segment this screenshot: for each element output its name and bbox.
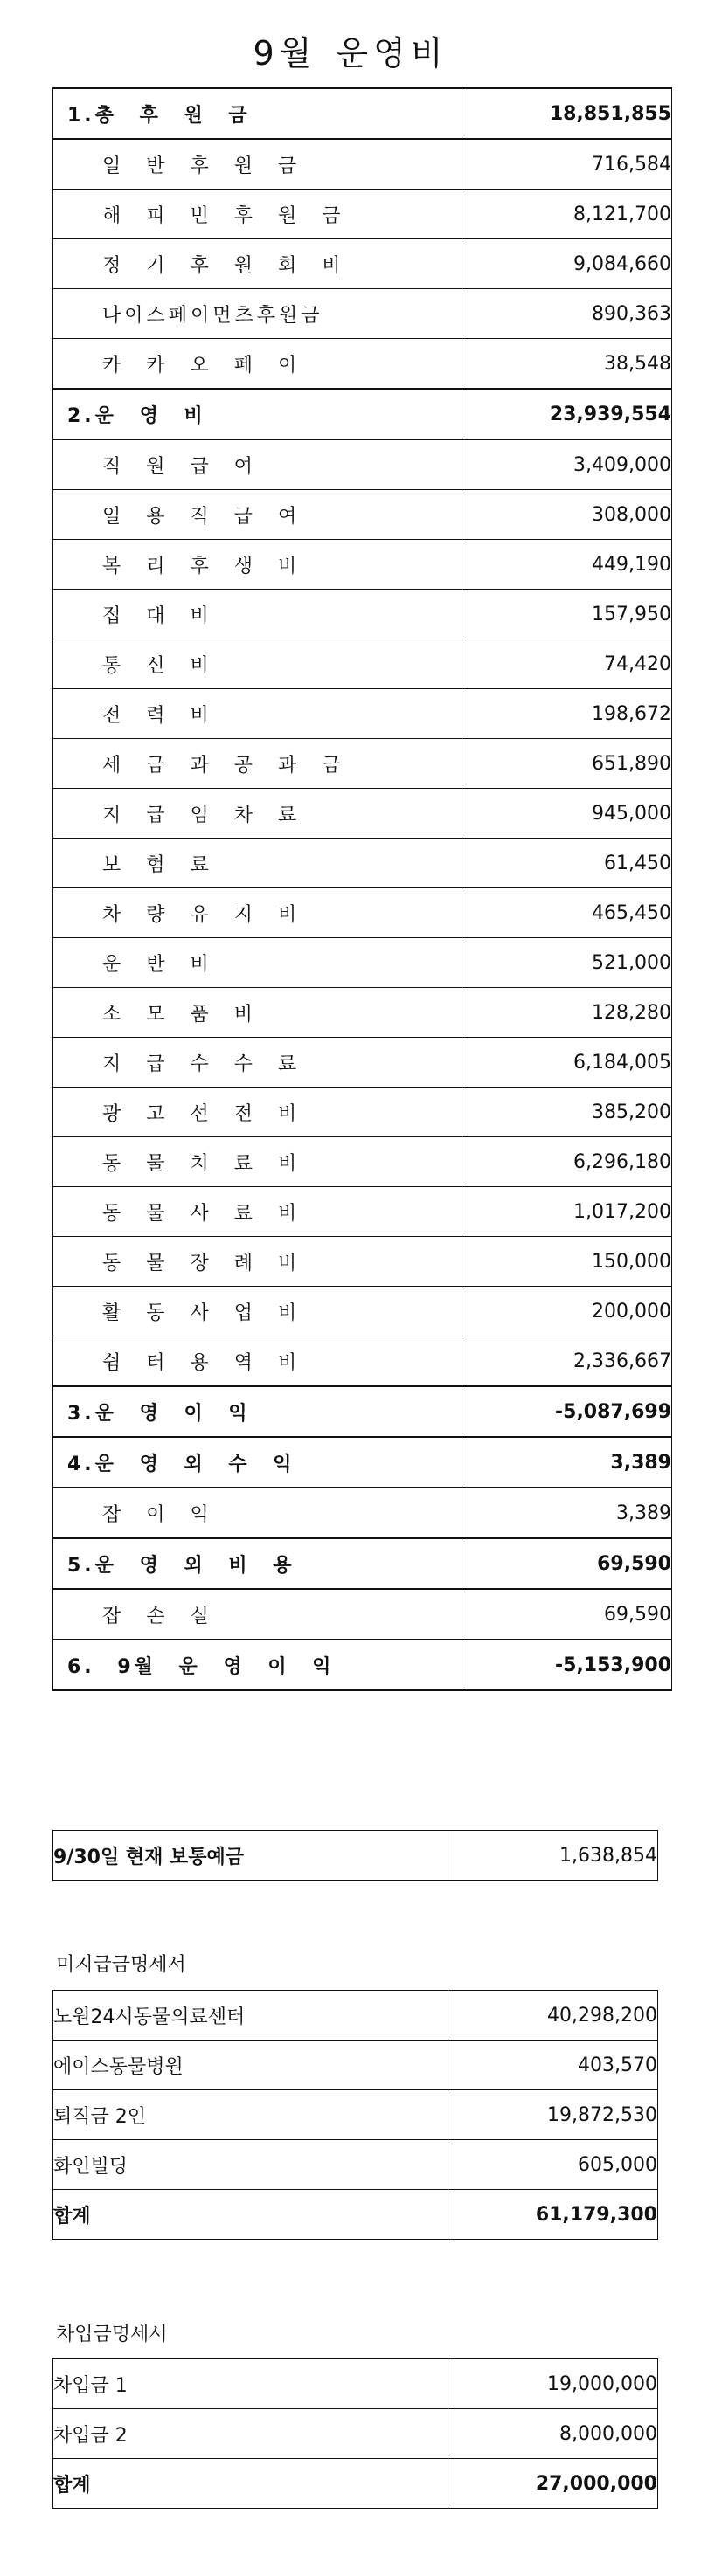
row-label: 잡 이 익 [53,1488,462,1538]
row-label: 일 용 직 급 여 [53,490,462,540]
row-value: 74,420 [462,639,672,689]
row-value: 2,336,667 [462,1336,672,1387]
row-label: 정 기 후 원 회 비 [53,239,462,289]
item-row [53,988,672,1038]
row-value: 385,200 [462,1088,672,1137]
row-value: -5,087,699 [462,1386,672,1437]
row-value: 61,450 [462,839,672,888]
row-value: 23,939,554 [462,389,672,439]
row-value: 890,363 [462,289,672,339]
row-value: 3,409,000 [462,439,672,490]
row-value: 651,890 [462,739,672,789]
item-row [53,689,672,739]
item-value: 403,570 [448,2041,658,2090]
row-value: 18,851,855 [462,88,672,139]
item-row [53,789,672,839]
item-row [53,439,672,490]
section-row [53,1437,672,1488]
item-row [53,490,672,540]
row-label: 동 물 치 료 비 [53,1137,462,1187]
row-value: 1,017,200 [462,1187,672,1237]
item-row [53,1336,672,1387]
row-label: 운 반 비 [53,938,462,988]
row-label: 카 카 오 페 이 [53,339,462,390]
item-row [53,1589,672,1640]
item-value: 19,872,530 [448,2090,658,2140]
row-value: 521,000 [462,938,672,988]
item-label: 에이스동물병원 [53,2041,448,2090]
row-label: 지 급 임 차 료 [53,789,462,839]
row-label: 일 반 후 원 금 [53,139,462,190]
row-value: 69,590 [462,1589,672,1640]
item-row [53,339,672,390]
deposit-row [53,1831,658,1881]
row-value: 449,190 [462,540,672,590]
row-label: 전 력 비 [53,689,462,739]
total-row [53,2459,658,2509]
list-item [53,1991,658,2041]
row-label: 잡 손 실 [53,1589,462,1640]
row-label: 지 급 수 수 료 [53,1038,462,1088]
row-label: 4.운 영 외 수 익 [53,1437,462,1488]
list-item [53,2140,658,2190]
total-label: 합계 [53,2459,448,2509]
item-value: 8,000,000 [448,2409,658,2459]
section-row [53,1640,672,1690]
section-row [53,88,672,139]
item-label: 차입금 2 [53,2409,448,2459]
section-row [53,1386,672,1437]
row-label: 접 대 비 [53,590,462,639]
section-row [53,389,672,439]
item-value: 605,000 [448,2140,658,2190]
row-label: 해 피 빈 후 원 금 [53,190,462,239]
item-value: 40,298,200 [448,1991,658,2041]
loans-heading: 차입금명세서 [56,2324,168,2345]
total-value: 27,000,000 [448,2459,658,2509]
row-label: 차 량 유 지 비 [53,888,462,938]
item-row [53,639,672,689]
total-label: 합계 [53,2190,448,2240]
row-value: 6,296,180 [462,1137,672,1187]
item-row [53,139,672,190]
total-row [53,2190,658,2240]
section-row [53,1538,672,1589]
row-label: 광 고 선 전 비 [53,1088,462,1137]
row-label: 3.운 영 이 익 [53,1386,462,1437]
item-row [53,1137,672,1187]
row-value: 945,000 [462,789,672,839]
loans-table [52,2358,658,2509]
row-label: 보 험 료 [53,839,462,888]
row-value: 465,450 [462,888,672,938]
row-value: 308,000 [462,490,672,540]
row-value: 716,584 [462,139,672,190]
row-value: 8,121,700 [462,190,672,239]
list-item [53,2041,658,2090]
row-value: 3,389 [462,1488,672,1538]
item-row [53,1088,672,1137]
item-row [53,1187,672,1237]
row-label: 나이스페이먼츠후원금 [53,289,462,339]
deposit-table [52,1830,658,1881]
row-value: 198,672 [462,689,672,739]
item-label: 노원24시동물의료센터 [53,1991,448,2041]
row-label: 동 물 장 례 비 [53,1237,462,1287]
row-value: 157,950 [462,590,672,639]
list-item [53,2409,658,2459]
operating-cost-table [52,87,672,1691]
list-item [53,2090,658,2140]
row-value: 69,590 [462,1538,672,1589]
item-value: 19,000,000 [448,2359,658,2409]
page-title: 9월 운영비 [253,34,448,73]
row-value: 150,000 [462,1237,672,1287]
item-label: 차입금 1 [53,2359,448,2409]
total-value: 61,179,300 [448,2190,658,2240]
row-value: 38,548 [462,339,672,390]
row-value: 200,000 [462,1287,672,1336]
row-value: 128,280 [462,988,672,1038]
item-row [53,1237,672,1287]
unpaid-table [52,1990,658,2240]
item-row [53,239,672,289]
row-label: 6. 9월 운 영 이 익 [53,1640,462,1690]
item-label: 퇴직금 2인 [53,2090,448,2140]
item-row [53,938,672,988]
unpaid-heading: 미지급금명세서 [56,1954,186,1976]
item-row [53,1488,672,1538]
list-item [53,2359,658,2409]
row-label: 쉼 터 용 역 비 [53,1336,462,1387]
row-value: 6,184,005 [462,1038,672,1088]
item-row [53,540,672,590]
row-label: 동 물 사 료 비 [53,1187,462,1237]
item-row [53,739,672,789]
item-row [53,1287,672,1336]
row-value: -5,153,900 [462,1640,672,1690]
row-value: 3,389 [462,1437,672,1488]
item-row [53,190,672,239]
row-label: 5.운 영 외 비 용 [53,1538,462,1589]
row-label: 2.운 영 비 [53,389,462,439]
deposit-label: 9/30일 현재 보통예금 [53,1831,448,1881]
item-label: 화인빌딩 [53,2140,448,2190]
deposit-value: 1,638,854 [448,1831,658,1881]
row-value: 9,084,660 [462,239,672,289]
row-label: 직 원 급 여 [53,439,462,490]
row-label: 1.총 후 원 금 [53,88,462,139]
row-label: 복 리 후 생 비 [53,540,462,590]
row-label: 통 신 비 [53,639,462,689]
item-row [53,590,672,639]
item-row [53,289,672,339]
row-label: 활 동 사 업 비 [53,1287,462,1336]
item-row [53,1038,672,1088]
item-row [53,888,672,938]
item-row [53,839,672,888]
row-label: 소 모 품 비 [53,988,462,1038]
row-label: 세 금 과 공 과 금 [53,739,462,789]
